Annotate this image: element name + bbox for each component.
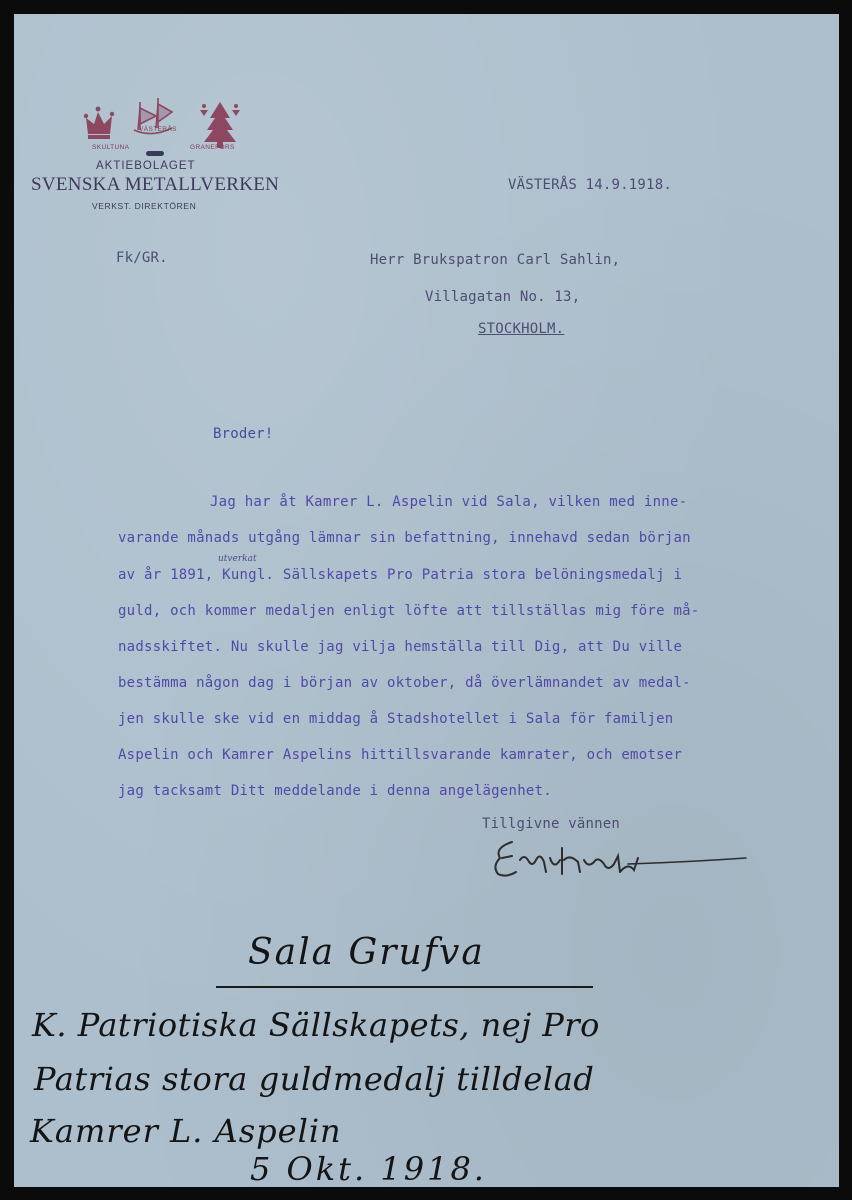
letterhead-town-left: SKULTUNA	[92, 144, 130, 151]
body-line-9: jag tacksamt Ditt meddelande i denna angelägenhet.	[118, 783, 552, 799]
body-line-5: nadsskiftet. Nu skulle jag vilja hemställa till Dig, att Du ville	[118, 639, 683, 655]
salutation: Broder!	[213, 426, 274, 442]
annotation-title: Sala Grufva	[248, 932, 485, 973]
letterhead-company-prefix: AKTIEBOLAGET	[96, 160, 196, 172]
signature	[488, 834, 748, 884]
annotation-line-4: 5 Okt. 1918.	[250, 1150, 487, 1187]
letterhead-ornament	[146, 151, 164, 156]
recipient-city: STOCKHOLM.	[478, 321, 565, 337]
reference-code: Fk/GR.	[116, 250, 168, 266]
place-date: VÄSTERÅS 14.9.1918.	[508, 177, 672, 193]
body-line-1: Jag har åt Kamrer L. Aspelin vid Sala, vilken med inne-	[210, 494, 688, 510]
letterhead-town-center: VÄSTERÅS	[139, 126, 177, 133]
annotation-line-3: Kamrer L. Aspelin	[30, 1112, 342, 1150]
recipient-line-2: Villagatan No. 13,	[425, 289, 581, 305]
body-line-7: jen skulle ske vid en middag å Stadshotellet i Sala för familjen	[118, 711, 674, 727]
body-line-6: bestämma någon dag i början av oktober, då överlämnandet av medal-	[118, 675, 691, 691]
body-line-3: av år 1891, Kungl. Sällskapets Pro Patria stora belöningsmedalj i	[118, 567, 683, 583]
handwritten-insertion: utverkat	[218, 554, 257, 564]
closing: Tillgivne vännen	[482, 816, 621, 832]
letter-page	[14, 14, 839, 1187]
body-line-2: varande månads utgång lämnar sin befattning, innehavd sedan början	[118, 530, 691, 546]
annotation-line-1: K. Patriotiska Sällskapets, nej Pro	[32, 1006, 600, 1044]
annotation-divider	[216, 986, 593, 988]
letterhead-department: VERKST. DIREKTÖREN	[92, 201, 197, 211]
fir-tree-icon	[200, 102, 240, 148]
body-line-8: Aspelin och Kamrer Aspelins hittillsvarande kamrater, och emotser	[118, 747, 683, 763]
annotation-line-2: Patrias stora guldmedalj tilldelad	[34, 1060, 595, 1098]
letterhead-town-right: GRANEFORS	[190, 144, 235, 151]
body-line-4: guld, och kommer medaljen enligt löfte att tillställas mig före må-	[118, 603, 700, 619]
crown-icon	[84, 107, 114, 139]
letterhead-company-name: SVENSKA METALLVERKEN	[31, 174, 280, 195]
recipient-line-1: Herr Brukspatron Carl Sahlin,	[370, 252, 621, 268]
